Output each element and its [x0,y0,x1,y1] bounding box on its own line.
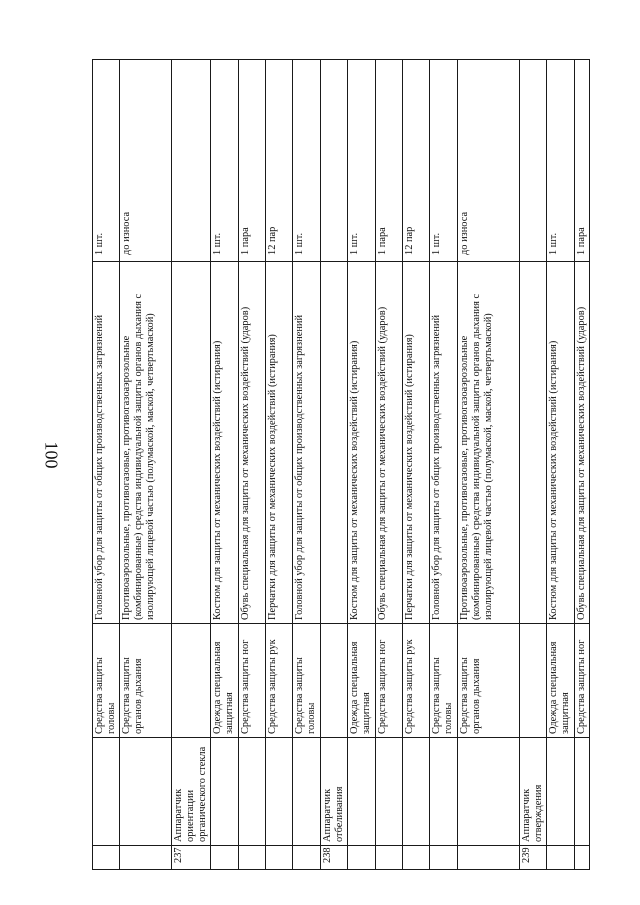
ppe-group-cell: Средства защиты ног [238,624,265,738]
table-row [546,60,574,870]
row-number-cell [265,846,292,870]
ppe-item-cell: Противоаэрозольные, противогазовые, противогазоаэрозольные (комбинированные) средства индивидуальной защиты органов дыхания с изолирующей лицевой частью (полумаской, маской, четвертьмаской) [457,262,519,624]
ppe-item-cell: Костюм для защиты от механических воздействий (истирания) [546,262,574,624]
ppe-item-cell: Костюм для защиты от механических воздействий (истирания) [210,262,238,624]
quantity-cell: 1 пара [238,60,265,262]
ppe-group-cell: Средства защиты рук [402,624,429,738]
row-number-cell [574,846,589,870]
profession-cell [546,738,574,846]
ppe-item-cell: Обувь специальная для защиты от механических воздействий (ударов) [238,262,265,624]
table-row [171,60,210,870]
quantity-cell: 1 шт. [93,60,120,262]
quantity-cell [171,60,210,262]
row-number-cell [546,846,574,870]
table-row [402,60,429,870]
quantity-cell: до износа [119,60,171,262]
table-row [457,60,519,870]
page-number: 100 [41,441,62,469]
row-number-cell [238,846,265,870]
row-number-cell: 239 [519,846,546,870]
table-row [238,60,265,870]
profession-cell: Аппаратчик ориентации органического стекла [171,738,210,846]
ppe-item-cell: Обувь специальная для защиты от механических воздействий (ударов) [574,262,589,624]
ppe-item-cell: Головной убор для защиты от общих производственных загрязнений [93,262,120,624]
quantity-cell: 12 пар [265,60,292,262]
ppe-group-cell [320,624,347,738]
quantity-cell: 1 пара [574,60,589,262]
row-number-cell [119,846,171,870]
table-row [574,60,589,870]
ppe-item-cell [320,262,347,624]
row-number-cell [402,846,429,870]
quantity-cell: до износа [457,60,519,262]
profession-cell [265,738,292,846]
quantity-cell: 12 пар [402,60,429,262]
profession-cell [93,738,120,846]
ppe-group-cell: Одежда специальная защитная [347,624,375,738]
ppe-group-cell: Средства защиты рук [265,624,292,738]
table-row [292,60,320,870]
row-number-cell [429,846,457,870]
table-row [347,60,375,870]
profession-cell [574,738,589,846]
ppe-group-cell: Одежда специальная защитная [546,624,574,738]
ppe-group-cell: Средства защиты головы [93,624,120,738]
ppe-norms-table [92,59,590,870]
row-number-cell: 238 [320,846,347,870]
table-row [375,60,402,870]
quantity-cell: 1 пара [375,60,402,262]
row-number-cell [292,846,320,870]
profession-cell [375,738,402,846]
profession-cell [292,738,320,846]
rotated-table-container [92,60,587,870]
ppe-item-cell: Обувь специальная для защиты от механических воздействий (ударов) [375,262,402,624]
quantity-cell [519,60,546,262]
table-row [429,60,457,870]
ppe-group-cell: Средства защиты органов дыхания [457,624,519,738]
ppe-group-cell: Одежда специальная защитная [210,624,238,738]
table-row [265,60,292,870]
table-row [119,60,171,870]
row-number-cell [93,846,120,870]
table-row [519,60,546,870]
profession-cell [429,738,457,846]
ppe-item-cell: Головной убор для защиты от общих производственных загрязнений [429,262,457,624]
ppe-group-cell: Средства защиты органов дыхания [119,624,171,738]
ppe-item-cell [519,262,546,624]
profession-cell [347,738,375,846]
row-number-cell [210,846,238,870]
ppe-group-cell [171,624,210,738]
ppe-group-cell: Средства защиты ног [375,624,402,738]
quantity-cell: 1 шт. [429,60,457,262]
quantity-cell: 1 шт. [347,60,375,262]
row-number-cell [347,846,375,870]
row-number-cell: 237 [171,846,210,870]
profession-cell [402,738,429,846]
quantity-cell: 1 шт. [210,60,238,262]
profession-cell: Аппаратчик отбеливания [320,738,347,846]
table-row [93,60,120,870]
table-row [210,60,238,870]
ppe-item-cell: Костюм для защиты от механических воздействий (истирания) [347,262,375,624]
row-number-cell [457,846,519,870]
quantity-cell: 1 шт. [546,60,574,262]
profession-cell [119,738,171,846]
quantity-cell: 1 шт. [292,60,320,262]
profession-cell [457,738,519,846]
ppe-item-cell: Перчатки для защиты от механических воздействий (истирания) [402,262,429,624]
profession-cell [210,738,238,846]
ppe-item-cell: Головной убор для защиты от общих производственных загрязнений [292,262,320,624]
ppe-group-cell: Средства защиты головы [429,624,457,738]
table-row [320,60,347,870]
ppe-group-cell [519,624,546,738]
ppe-item-cell: Противоаэрозольные, противогазовые, противогазоаэрозольные (комбинированные) средства индивидуальной защиты органов дыхания с изолирующей лицевой частью (полумаской, маской, четвертьмаской) [119,262,171,624]
quantity-cell [320,60,347,262]
ppe-item-cell: Перчатки для защиты от механических воздействий (истирания) [265,262,292,624]
row-number-cell [375,846,402,870]
profession-cell: Аппаратчик отверждения [519,738,546,846]
profession-cell [238,738,265,846]
ppe-group-cell: Средства защиты ног [574,624,589,738]
ppe-item-cell [171,262,210,624]
ppe-group-cell: Средства защиты головы [292,624,320,738]
